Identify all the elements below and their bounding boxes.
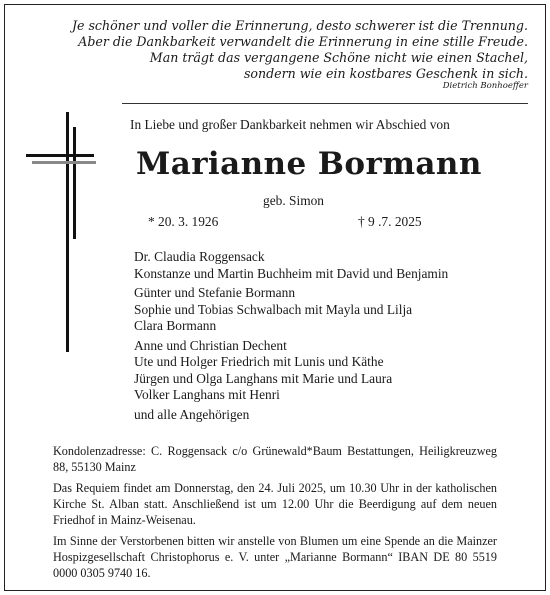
birth-date: * 20. 3. 1926: [148, 214, 219, 229]
mourner-group: [134, 249, 448, 282]
mourner-line: Anne und Christian Dechent: [134, 337, 287, 353]
donation-request: Im Sinne der Verstorbenen bitten wir anstelle von Blumen um eine Spende an die Mainzer Hospizgesellschaft Christophorus e. V. unter „Marianne Bormann“ IBAN DE 80 5519 0000 0305 9740 16.: [53, 534, 497, 580]
death-date: † 9 .7. 2025: [358, 214, 422, 229]
quote-line: sondern wie ein kostbares Geschenk in sich.: [243, 66, 528, 81]
mourner-line: und alle Angehörigen: [134, 406, 250, 422]
mourner-line: Jürgen und Olga Langhans mit Marie und Laura: [134, 370, 393, 386]
mourner-line: Sophie und Tobias Schwalbach mit Mayla und Lilja: [134, 301, 413, 317]
bonhoeffer-quote: [68, 18, 528, 92]
cross-icon: [26, 112, 98, 352]
mourner-line: Ute und Holger Friedrich mit Lunis und Käthe: [134, 354, 384, 369]
mourner-line: Günter und Stefanie Bormann: [134, 285, 296, 300]
mourner-group: [134, 407, 448, 424]
deceased-name: Marianne Bormann: [136, 146, 482, 182]
divider-line: [122, 103, 528, 104]
requiem-details: Das Requiem findet am Donnerstag, den 24. Juli 2025, um 10.30 Uhr in der katholischen Kirche St. Alban statt. Anschließend ist um 12.00 Uhr die Beerdigung auf dem neuen Friedhof in Mainz-Weisenau.: [53, 481, 497, 527]
quote-line: Man trägt das vergangene Schöne nicht wie einen Stachel,: [149, 50, 528, 65]
mourner-line: Konstanze und Martin Buchheim mit David und Benjamin: [134, 265, 449, 281]
quote-author: Dietrich Bonhoeffer: [442, 81, 528, 91]
condolence-address: Kondolenzadresse: C. Roggensack c/o Grünewald*Baum Bestattungen, Heiligkreuzweg 88, 55130 Mainz: [53, 444, 497, 474]
funeral-info: [53, 443, 497, 586]
quote-line: Aber die Dankbarkeit verwandelt die Erinnerung in eine stille Freude.: [78, 34, 528, 49]
quote-line: Je schöner und voller die Erinnerung, desto schwerer ist die Trennung.: [71, 18, 528, 33]
mourner-group: [134, 338, 448, 404]
birth-name: geb. Simon: [263, 193, 325, 208]
mourners-list: [134, 249, 448, 426]
intro-text: In Liebe und großer Dankbarkeit nehmen wir Abschied von: [130, 117, 450, 132]
mourner-group: [134, 285, 448, 335]
mourner-line: Clara Bormann: [134, 318, 217, 333]
mourner-line: Dr. Claudia Roggensack: [134, 249, 265, 264]
mourner-line: Volker Langhans mit Henri: [134, 387, 280, 402]
